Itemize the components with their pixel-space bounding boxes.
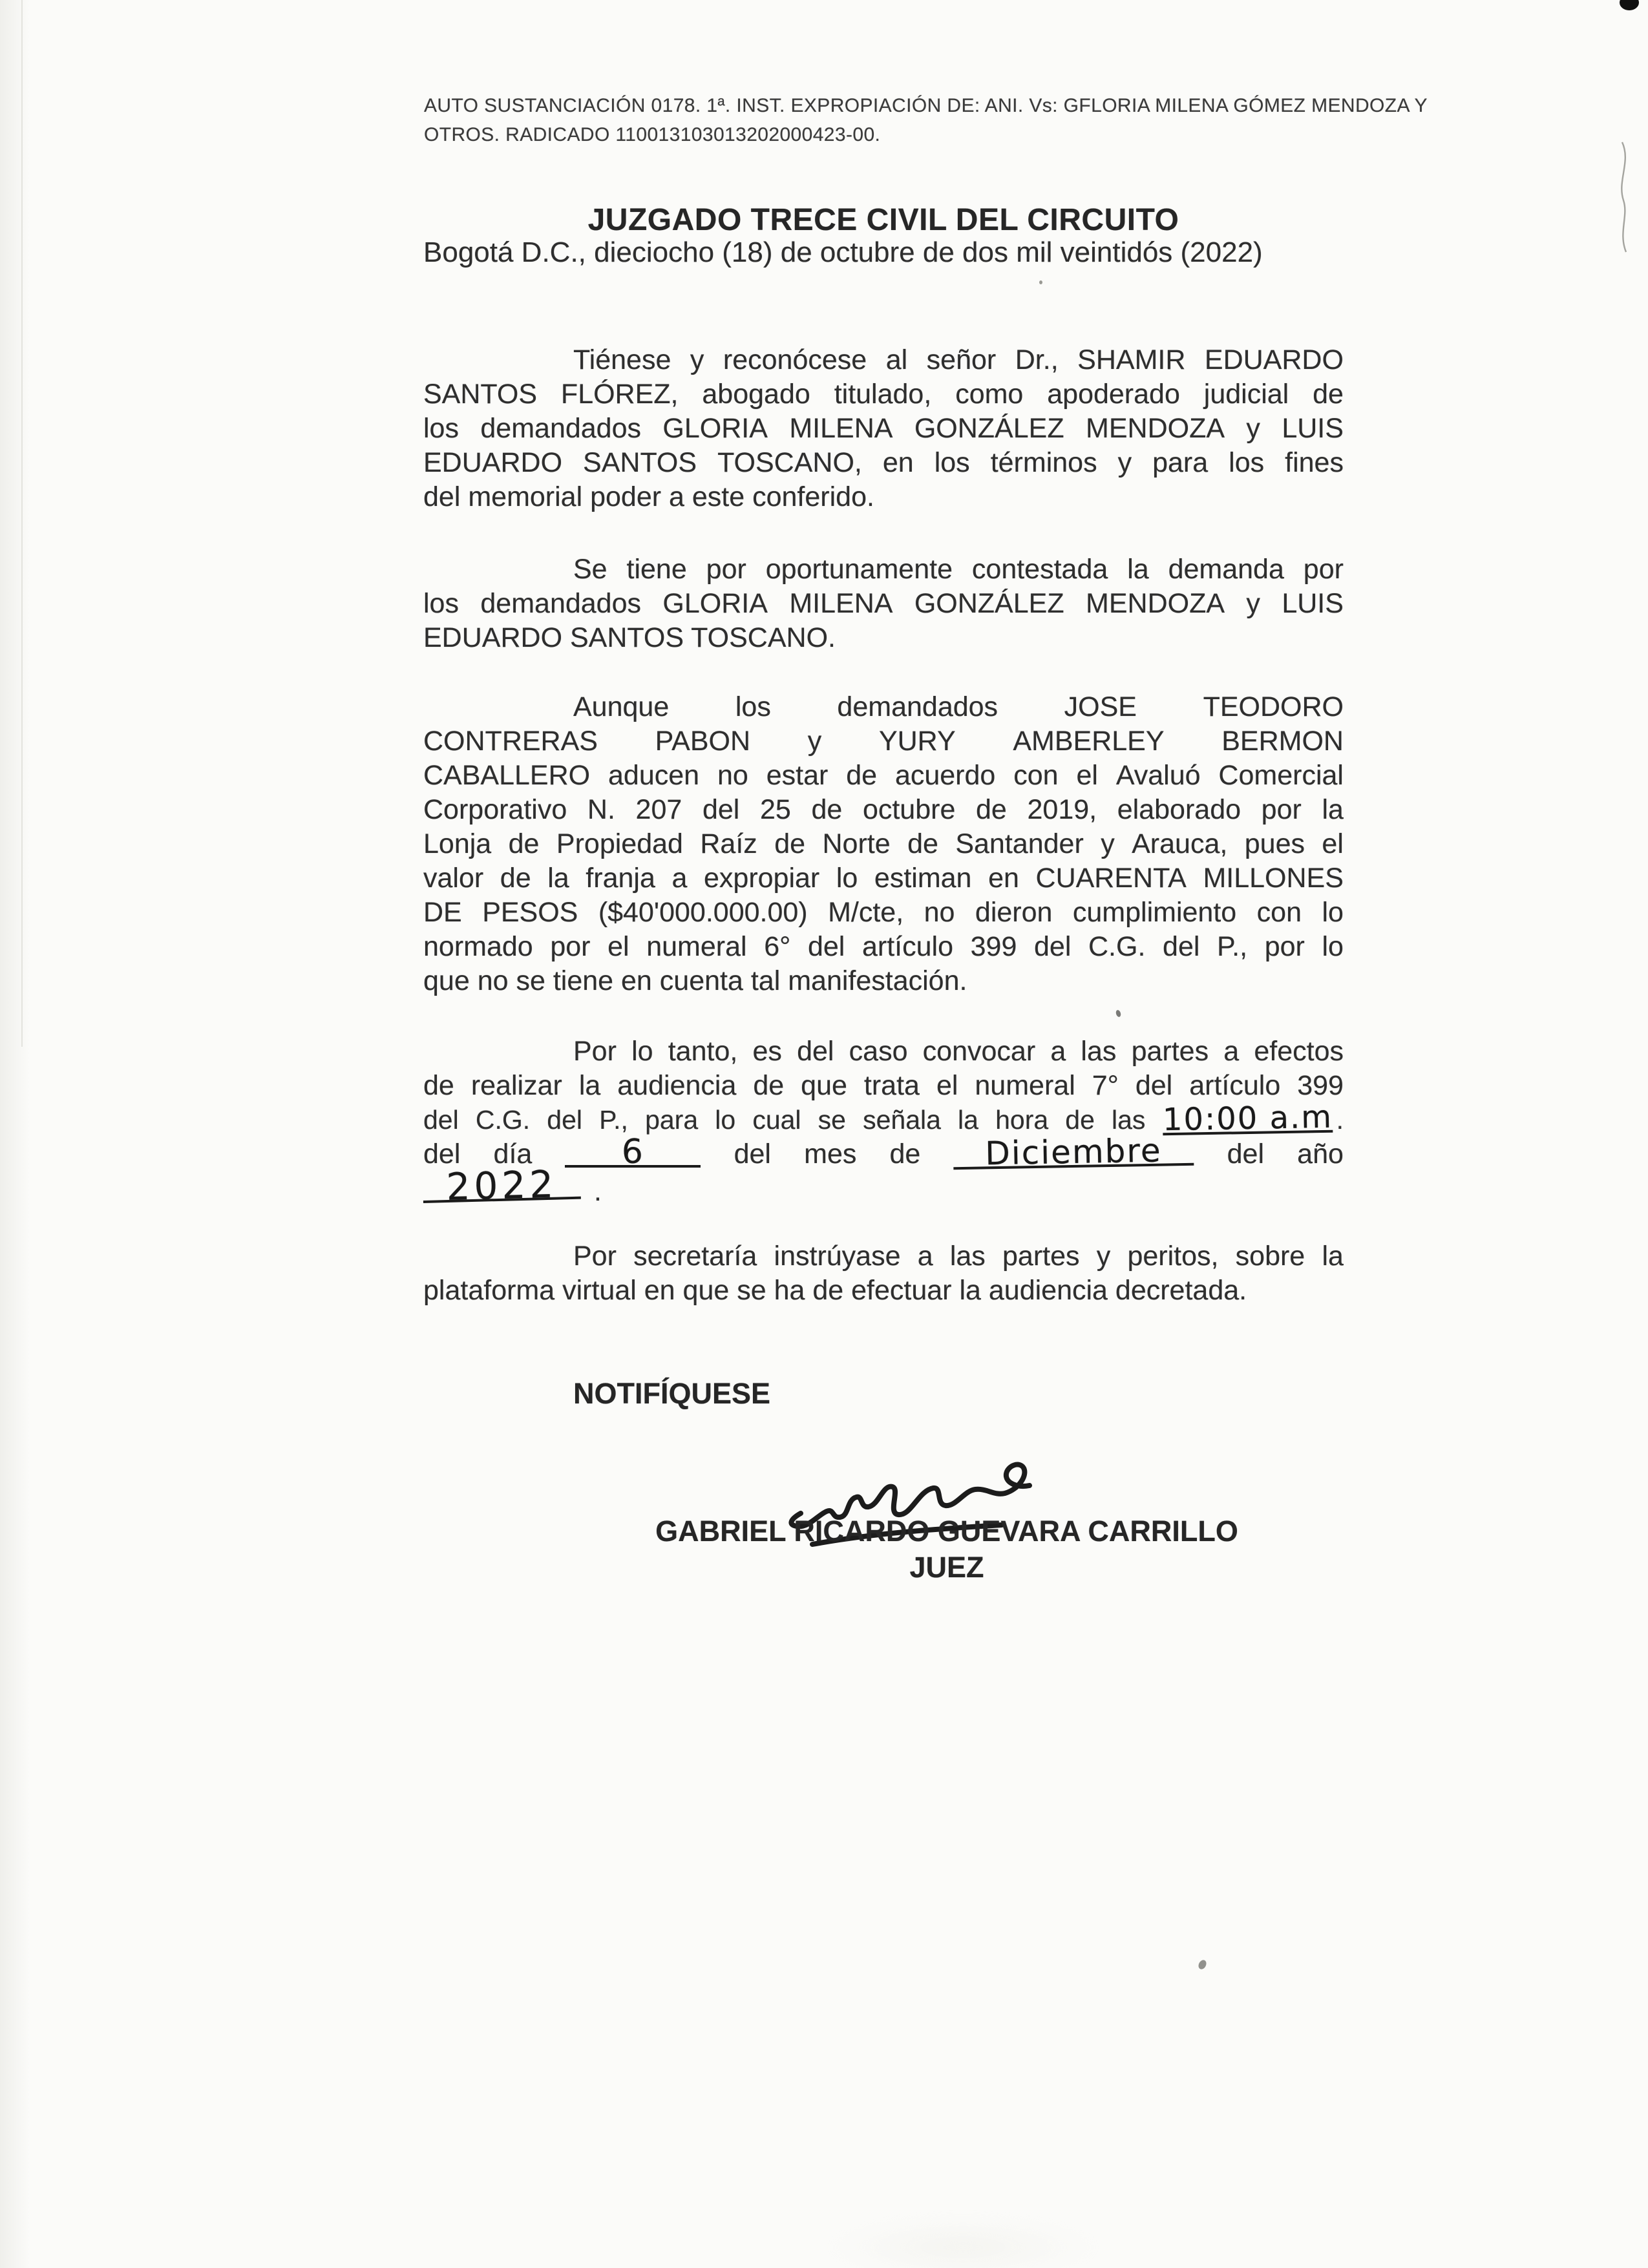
hearing-time-blank — [1162, 1098, 1344, 1139]
word: lo — [836, 863, 858, 894]
word: es — [752, 1036, 782, 1067]
word: cumplimiento — [1072, 897, 1237, 928]
text-line — [423, 552, 1344, 587]
word: instrúyase — [774, 1241, 901, 1272]
hearing-year-handwritten: 2022 — [423, 1171, 581, 1203]
word: BERMON — [1221, 726, 1344, 757]
word: M/cte, — [828, 897, 904, 928]
word: TEODORO — [1203, 691, 1344, 722]
text-line — [423, 930, 1344, 964]
word: MILENA — [789, 588, 893, 619]
paragraph-secretaria — [423, 1239, 1344, 1308]
word: GLORIA — [662, 588, 768, 619]
word: secretaría — [633, 1241, 757, 1272]
word: Avaluó — [1115, 760, 1201, 791]
paragraph-contestacion — [423, 552, 1344, 655]
text-line — [423, 1131, 1344, 1173]
word: con — [1013, 760, 1059, 791]
text-line: EDUARDO SANTOS TOSCANO. — [423, 622, 836, 653]
word: partes — [1131, 1036, 1209, 1067]
word: Santander — [955, 828, 1084, 859]
word: por — [1261, 794, 1302, 825]
word: GONZÁLEZ — [914, 413, 1064, 444]
word: Norte — [822, 828, 891, 859]
signature-block — [478, 1513, 1415, 1586]
scanner-edge-line — [21, 0, 23, 1047]
word: sobre — [1235, 1241, 1305, 1272]
word: valor — [423, 863, 484, 894]
word: lo — [631, 1036, 653, 1067]
judge-role: JUEZ — [909, 1551, 984, 1584]
word: AMBERLEY — [1013, 726, 1165, 757]
speck-artifact — [1197, 1958, 1208, 1970]
word: fines — [1285, 447, 1344, 478]
case-header-line: OTROS. RADICADO 110013103013202000423-00. — [424, 124, 881, 145]
word: JOSE — [1064, 691, 1137, 722]
word: del — [702, 794, 740, 825]
word: no — [924, 897, 955, 928]
hearing-day-handwritten: 6 — [565, 1139, 701, 1168]
word: franja — [586, 863, 655, 894]
hearing-time-handwritten: 10:00 a.m — [1162, 1098, 1333, 1139]
word: caso — [849, 1036, 908, 1067]
case-header-line: AUTO SUSTANCIACIÓN 0178. 1ª. INST. EXPROPIACIÓN DE: ANI. Vs: GFLORIA MILENA GÓMEZ MENDOZA Y — [424, 95, 1428, 116]
text-line — [423, 896, 1344, 930]
word: del — [1227, 1139, 1265, 1170]
word: GLORIA — [662, 413, 768, 444]
word: 2019, — [1027, 794, 1097, 825]
word: del — [1033, 931, 1072, 962]
text-line — [423, 587, 1344, 621]
word: expropiar — [703, 863, 820, 894]
word: Se — [573, 554, 607, 585]
word: convocar — [922, 1036, 1036, 1067]
word: audiencia — [617, 1070, 737, 1101]
word: por — [550, 931, 591, 962]
word: DE — [423, 897, 462, 928]
word: el — [936, 1070, 958, 1101]
word: 399 — [1297, 1070, 1344, 1101]
word: Tiénese — [573, 344, 671, 375]
word: del — [423, 1105, 459, 1135]
word: aducen — [608, 760, 700, 791]
text-line — [423, 377, 1344, 412]
word: partes — [1002, 1241, 1080, 1272]
word: 399 — [970, 931, 1017, 962]
word: con — [1256, 897, 1302, 928]
word: GONZÁLEZ — [914, 588, 1064, 619]
word: no — [717, 760, 748, 791]
court-title: JUZGADO TRECE CIVIL DEL CIRCUITO — [587, 203, 1179, 237]
word: el — [1322, 828, 1344, 859]
word: realizar — [470, 1070, 562, 1101]
speck-artifact — [1115, 1009, 1121, 1018]
text-line — [423, 343, 1344, 377]
word: para — [1152, 447, 1209, 478]
word: SHAMIR — [1077, 344, 1186, 375]
word: reconócese — [723, 344, 867, 375]
word: Corporativo — [423, 794, 567, 825]
word: CUARENTA — [1035, 863, 1187, 894]
word: hora — [995, 1105, 1049, 1135]
ink-dot-artifact — [1620, 0, 1639, 10]
word: demandados — [480, 413, 642, 444]
word: a — [917, 1241, 933, 1272]
word: contestada — [971, 554, 1108, 585]
word: ($40'000.000.00) — [598, 897, 808, 928]
text-line — [423, 1239, 1344, 1274]
word: por — [1303, 554, 1344, 585]
word: tiene — [626, 554, 687, 585]
word: demanda — [1168, 554, 1284, 585]
word: EDUARDO — [423, 447, 563, 478]
text-line — [423, 724, 1344, 759]
word: al — [885, 344, 908, 375]
word: estiman — [874, 863, 972, 894]
word: 7° — [1092, 1070, 1119, 1101]
speck-artifact — [1039, 280, 1042, 284]
word: PESOS — [482, 897, 578, 928]
word: y — [1117, 447, 1132, 478]
word: Raíz — [700, 828, 757, 859]
paragraph-apoderado — [423, 343, 1344, 514]
corner-shadow-artifact — [45, 2196, 381, 2268]
word: de — [976, 794, 1007, 825]
word: de — [500, 863, 531, 894]
word: 6° — [764, 931, 791, 962]
word: Por — [573, 1241, 617, 1272]
word: de — [1065, 1105, 1095, 1135]
word: FLÓREZ, — [560, 379, 679, 410]
word: del — [423, 1139, 461, 1170]
word: YURY — [878, 726, 956, 757]
word: la — [578, 1070, 601, 1101]
word: LUIS — [1282, 413, 1344, 444]
word: por — [706, 554, 746, 585]
word: señala — [863, 1105, 941, 1135]
word: Lonja — [423, 828, 492, 859]
word: dieron — [975, 897, 1053, 928]
word: Arauca, — [1132, 828, 1228, 859]
word: acuerdo — [894, 760, 996, 791]
word: TOSCANO, — [717, 447, 862, 478]
text-line: del memorial poder a este conferido. — [423, 481, 874, 512]
word: de — [1313, 379, 1344, 410]
word: lo — [1322, 897, 1344, 928]
word: CONTRERAS — [423, 726, 598, 757]
word: SANTOS — [423, 379, 538, 410]
word: en — [882, 447, 914, 478]
word: de — [423, 1070, 454, 1101]
word: artículo — [1189, 1070, 1281, 1101]
word: artículo — [861, 931, 953, 962]
word: numeral — [646, 931, 747, 962]
word: los — [735, 691, 771, 722]
word: la — [547, 863, 569, 894]
word: la — [1322, 794, 1344, 825]
word: a — [1223, 1036, 1240, 1067]
word: demandados — [480, 588, 642, 619]
closing-notifiquese: NOTIFÍQUESE — [573, 1377, 771, 1410]
word: año — [1297, 1139, 1344, 1170]
word: de — [753, 1070, 785, 1101]
period: . — [594, 1176, 602, 1207]
word: PABON — [655, 726, 751, 757]
word: día — [493, 1139, 533, 1170]
word: numeral — [975, 1070, 1075, 1101]
word: y — [1246, 588, 1260, 619]
text-line — [423, 1162, 1344, 1212]
text-line — [423, 1034, 1344, 1069]
word: 25 — [759, 794, 791, 825]
word: P., — [1217, 931, 1248, 962]
word: demandados — [837, 691, 998, 722]
word: a — [1050, 1036, 1066, 1067]
word: del — [547, 1105, 582, 1135]
scanner-edge-shadow — [0, 0, 30, 2268]
text-line — [423, 759, 1344, 793]
word: LUIS — [1282, 588, 1344, 619]
word: y — [690, 344, 704, 375]
word: de — [889, 1139, 921, 1170]
word: señor — [926, 344, 997, 375]
word: P., — [599, 1105, 628, 1135]
word: MILENA — [789, 413, 893, 444]
word: las — [1112, 1105, 1146, 1135]
word: C.G. — [475, 1105, 531, 1135]
word: estar — [766, 760, 829, 791]
word: como — [955, 379, 1024, 410]
text-line — [423, 1069, 1344, 1103]
word: cual — [752, 1105, 801, 1135]
word: y — [1246, 413, 1260, 444]
word: los — [423, 413, 459, 444]
word: oportunamente — [765, 554, 953, 585]
word: que — [801, 1070, 847, 1101]
word: Propiedad — [556, 828, 683, 859]
word: EDUARDO — [1204, 344, 1344, 375]
word: efectos — [1254, 1036, 1344, 1067]
word: tanto, — [668, 1036, 738, 1067]
word: pues — [1244, 828, 1305, 859]
word: y — [1096, 1241, 1111, 1272]
word: la — [1127, 554, 1149, 585]
word: peritos, — [1127, 1241, 1219, 1272]
text-line: plataforma virtual en que se ha de efectuar la audiencia decretada. — [423, 1275, 1247, 1306]
word: SANTOS — [583, 447, 697, 478]
word: para — [645, 1105, 699, 1135]
paragraph-audiencia — [423, 1034, 1344, 1212]
word: 207 — [635, 794, 682, 825]
word: titulado, — [834, 379, 932, 410]
word: los — [423, 588, 459, 619]
scan-fiber-artifact — [1614, 141, 1643, 254]
word: abogado — [702, 379, 810, 410]
word: de — [508, 828, 540, 859]
word: octubre — [862, 794, 956, 825]
word: por — [1264, 931, 1305, 962]
word: apoderado — [1047, 379, 1180, 410]
word: lo — [1322, 931, 1344, 962]
word: C.G. — [1088, 931, 1146, 962]
hearing-month-handwritten: Diciembre — [953, 1137, 1194, 1170]
word: de — [907, 828, 938, 859]
word: el — [607, 931, 629, 962]
word: las — [949, 1241, 986, 1272]
text-line — [423, 446, 1344, 480]
word: se — [818, 1105, 846, 1135]
word: del — [807, 931, 845, 962]
word: Aunque — [573, 691, 670, 722]
paragraph-avaluo — [423, 690, 1344, 998]
word: de — [774, 828, 806, 859]
word: los — [1229, 447, 1265, 478]
word: normado — [423, 931, 533, 962]
word: del — [1135, 1070, 1173, 1101]
word: y — [1101, 828, 1115, 859]
word: los — [934, 447, 970, 478]
word: a — [671, 863, 688, 894]
judge-name: GABRIEL RICARDO GUEVARA CARRILLO — [655, 1515, 1238, 1548]
text-line — [423, 1098, 1344, 1139]
text-line — [423, 412, 1344, 446]
word: CABALLERO — [423, 760, 591, 791]
word: elaborado — [1117, 794, 1241, 825]
word: del — [797, 1036, 834, 1067]
period: . — [1336, 1105, 1344, 1135]
word: de — [811, 794, 843, 825]
word: lo — [715, 1105, 736, 1135]
word: judicial — [1203, 379, 1289, 410]
text-line: que no se tiene en cuenta tal manifestación. — [423, 965, 967, 996]
word: la — [1322, 1241, 1344, 1272]
word: MENDOZA — [1086, 413, 1225, 444]
word: de — [846, 760, 878, 791]
word: Dr., — [1015, 344, 1059, 375]
word: el — [1076, 760, 1098, 791]
case-header — [424, 91, 1428, 149]
word: MENDOZA — [1086, 588, 1225, 619]
word: la — [958, 1105, 978, 1135]
word: mes — [804, 1139, 857, 1170]
word: términos — [990, 447, 1097, 478]
text-line — [423, 861, 1344, 896]
word: del — [734, 1139, 771, 1170]
word: y — [807, 726, 822, 757]
dateline: Bogotá D.C., dieciocho (18) de octubre de dos mil veintidós (2022) — [423, 236, 1263, 268]
text-line — [423, 827, 1344, 861]
corner-shadow-artifact — [827, 2215, 1099, 2268]
word: en — [988, 863, 1019, 894]
word: Por — [573, 1036, 617, 1067]
text-line — [423, 690, 1344, 724]
word: N. — [587, 794, 615, 825]
word: Comercial — [1218, 760, 1344, 791]
word: MILLONES — [1203, 863, 1344, 894]
word: trata — [863, 1070, 920, 1101]
text-line — [423, 793, 1344, 827]
word: del — [1163, 931, 1200, 962]
word: las — [1081, 1036, 1117, 1067]
